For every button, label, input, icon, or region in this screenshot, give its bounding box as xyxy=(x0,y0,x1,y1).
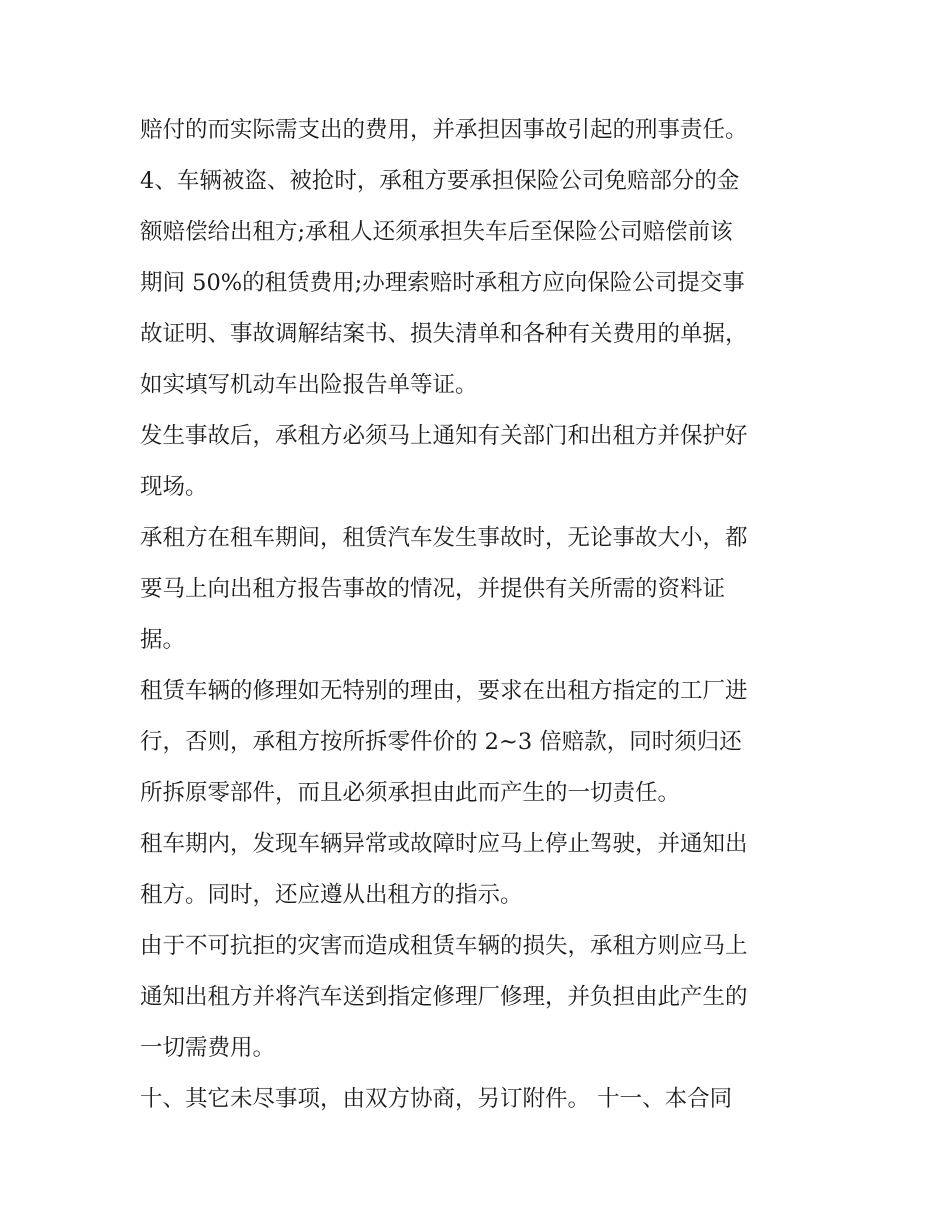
text-line: 行，否则，承租方按所拆零件价的 2~3 倍赔款，同时须归还 xyxy=(140,729,742,755)
text-line: 故证明、事故调解结案书、损失清单和各种有关费用的单据， xyxy=(140,321,748,347)
text-line: 租方。同时，还应遵从出租方的指示。 xyxy=(140,882,523,908)
text-line: 租车期内，发现车辆异常或故障时应马上停止驾驶，并通知出 xyxy=(140,831,748,857)
text-line: 现场。 xyxy=(140,474,208,500)
paragraph xyxy=(140,105,820,156)
paragraph xyxy=(140,819,820,921)
text-line: 据。 xyxy=(140,627,186,653)
paragraph xyxy=(140,513,820,666)
text-line: 期间 50%的租赁费用;办理索赔时承租方应向保险公司提交事 xyxy=(140,270,745,296)
text-line: 由于不可抗拒的灾害而造成租赁车辆的损失，承租方则应马上 xyxy=(140,933,748,959)
text-line: 赔付的而实际需支出的费用，并承担因事故引起的刑事责任。 xyxy=(140,117,748,143)
document-body xyxy=(140,105,820,1125)
text-line: 承租方在租车期间，租赁汽车发生事故时，无论事故大小，都 xyxy=(140,525,748,551)
text-line: 租赁车辆的修理如无特别的理由，要求在出租方指定的工厂进 xyxy=(140,678,748,704)
text-line: 发生事故后，承租方必须马上通知有关部门和出租方并保护好 xyxy=(140,423,748,449)
text-line: 额赔偿给出租方;承租人还须承担失车后至保险公司赔偿前该 xyxy=(140,219,733,245)
paragraph xyxy=(140,1074,820,1125)
paragraph xyxy=(140,156,820,411)
text-line: 要马上向出租方报告事故的情况，并提供有关所需的资料证 xyxy=(140,576,726,602)
paragraph xyxy=(140,666,820,819)
text-line: 所拆原零部件，而且必须承担由此而产生的一切责任。 xyxy=(140,780,681,806)
text-line: 如实填写机动车出险报告单等证。 xyxy=(140,372,478,398)
paragraph xyxy=(140,411,820,513)
text-line: 一切需费用。 xyxy=(140,1035,276,1061)
paragraph xyxy=(140,921,820,1074)
text-line: 4、车辆被盗、被抢时，承租方要承担保险公司免赔部分的金 xyxy=(140,168,740,194)
text-line: 十、其它未尽事项，由双方协商，另订附件。 十一、本合同 xyxy=(140,1086,733,1112)
text-line: 通知出租方并将汽车送到指定修理厂修理，并负担由此产生的 xyxy=(140,984,748,1010)
